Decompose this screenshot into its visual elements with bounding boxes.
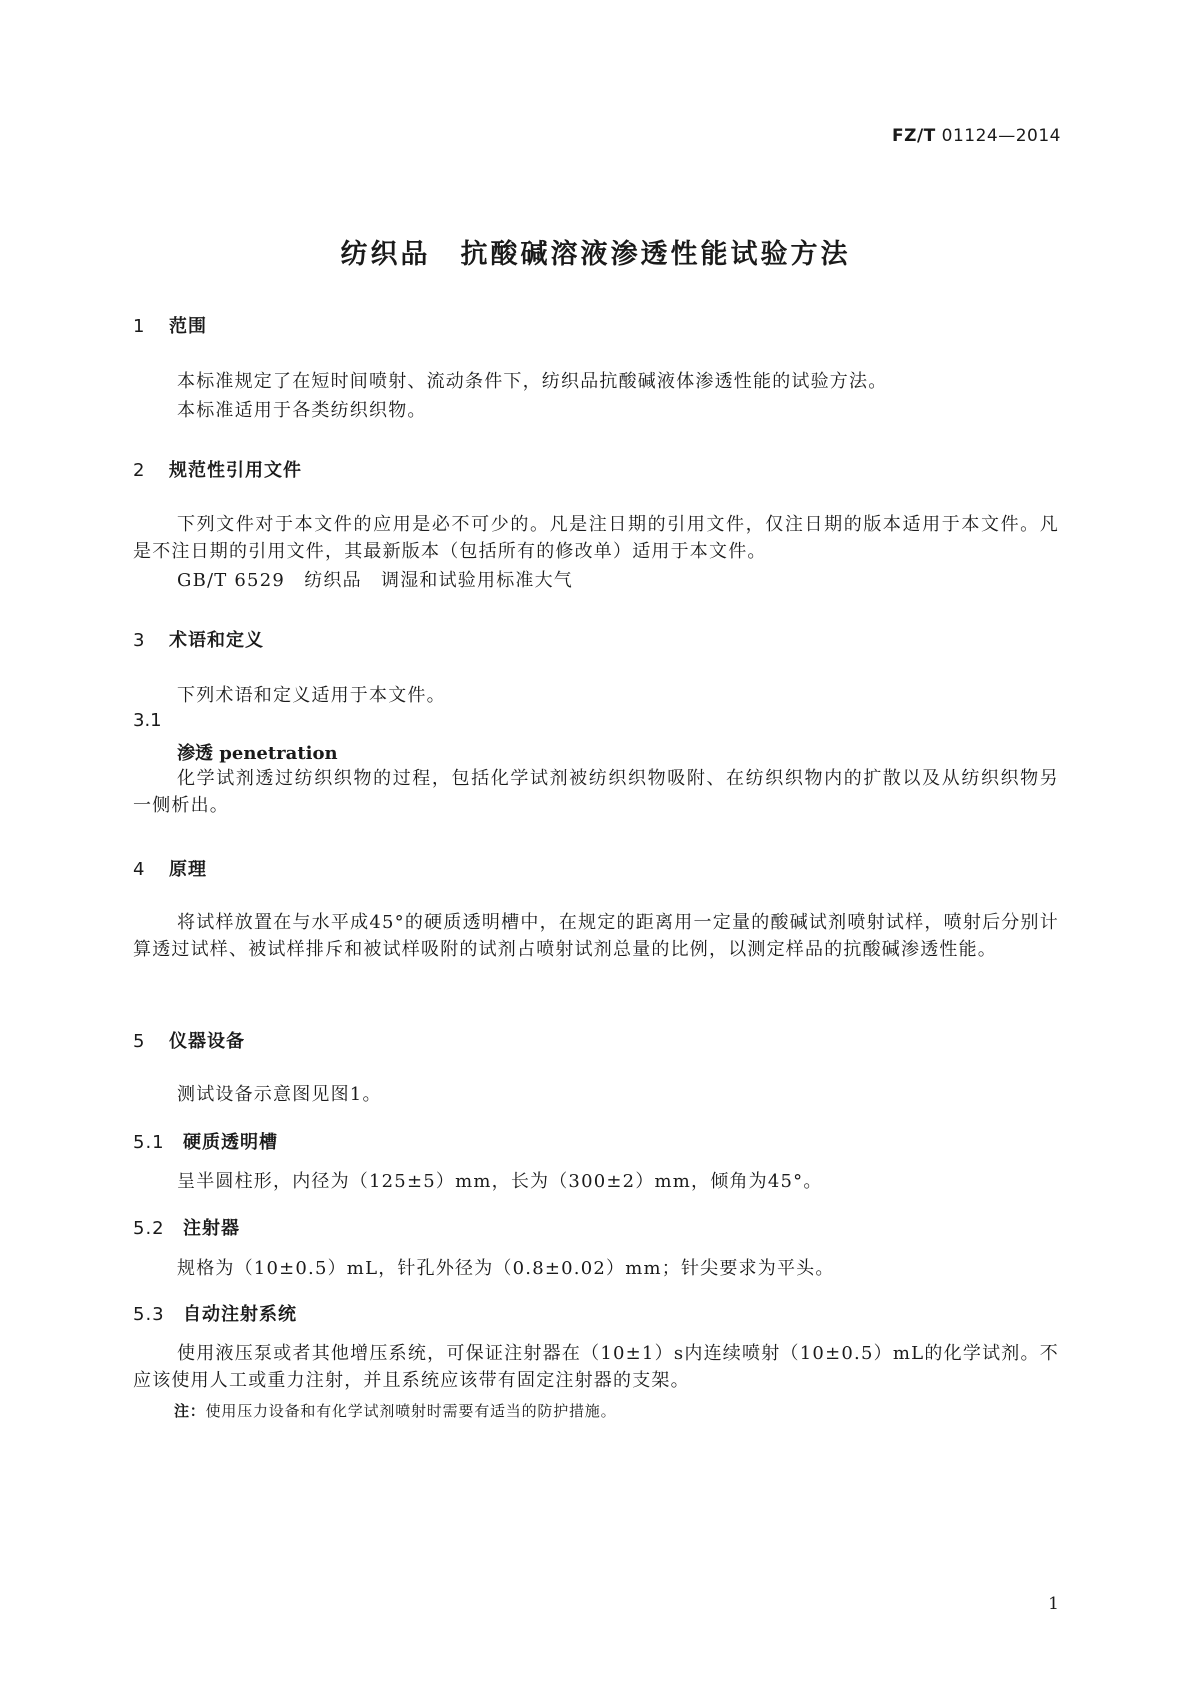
term-heading [177, 739, 338, 765]
subsection-title: 自动注射系统 [183, 1304, 297, 1325]
document-title: 纺织品 抗酸碱溶液渗透性能试验方法 [340, 239, 851, 270]
section-1-paragraph-2: 本标准适用于各类纺织织物。 [177, 400, 427, 421]
subsection-number: 5.3 [133, 1304, 165, 1325]
section-1-paragraph-1: 本标准规定了在短时间喷射、流动条件下，纺织品抗酸碱液体渗透性能的试验方法。 [177, 371, 888, 392]
section-title: 范围 [169, 316, 207, 337]
section-number: 4 [133, 859, 146, 880]
clause-3-1-number: 3.1 [133, 710, 162, 731]
standard-number: 01124—2014 [941, 126, 1061, 146]
section-title: 仪器设备 [169, 1031, 245, 1052]
note-text: 使用压力设备和有化学试剂喷射时需要有适当的防护措施。 [205, 1402, 617, 1420]
section-number: 2 [133, 460, 146, 481]
term-en: penetration [219, 743, 338, 764]
note-label: 注： [174, 1402, 206, 1420]
section-5-heading [133, 1027, 245, 1053]
subsection-5-1-paragraph: 呈半圆柱形，内径为（125±5）mm，长为（300±2）mm，倾角为45°。 [177, 1171, 823, 1192]
subsection-5-2-heading [133, 1214, 240, 1240]
page-number: 1 [1048, 1594, 1059, 1614]
subsection-title: 注射器 [183, 1218, 240, 1239]
section-1-heading [133, 312, 207, 338]
section-title: 规范性引用文件 [169, 460, 302, 481]
safety-note [174, 1400, 616, 1421]
section-5-paragraph-1: 测试设备示意图见图1。 [177, 1084, 382, 1105]
term-definition: 化学试剂透过纺织织物的过程，包括化学试剂被纺织织物吸附、在纺织织物内的扩散以及从纺织织物另一侧析出。 [133, 768, 1059, 816]
subsection-5-1-heading [133, 1128, 278, 1154]
section-3-paragraph-1: 下列术语和定义适用于本文件。 [177, 685, 446, 706]
subsection-5-3-paragraph: 使用液压泵或者其他增压系统，可保证注射器在（10±1）s内连续喷射（10±0.5）mL的化学试剂。不应该使用人工或重力注射，并且系统应该带有固定注射器的支架。 [133, 1343, 1059, 1391]
subsection-5-3-heading [133, 1300, 297, 1326]
subsection-number: 5.1 [133, 1132, 165, 1153]
subsection-title: 硬质透明槽 [183, 1132, 278, 1153]
section-number: 3 [133, 630, 146, 651]
section-2-heading [133, 456, 302, 482]
standard-prefix: FZ/T [892, 126, 936, 146]
term-zh: 渗透 [177, 743, 213, 764]
section-2-paragraph-1: 下列文件对于本文件的应用是必不可少的。凡是注日期的引用文件，仅注日期的版本适用于本文件。凡是不注日期的引用文件，其最新版本（包括所有的修改单）适用于本文件。 [133, 514, 1059, 562]
section-3-heading [133, 626, 264, 652]
subsection-5-2-paragraph: 规格为（10±0.5）mL，针孔外径为（0.8±0.02）mm；针尖要求为平头。 [177, 1258, 835, 1279]
section-number: 1 [133, 316, 146, 337]
section-title: 术语和定义 [169, 630, 264, 651]
standard-code [892, 126, 1061, 146]
section-4-paragraph-1: 将试样放置在与水平成45°的硬质透明槽中，在规定的距离用一定量的酸碱试剂喷射试样，喷射后分别计算透过试样、被试样排斥和被试样吸附的试剂占喷射试剂总量的比例，以测定样品的抗酸碱渗透性能。 [133, 912, 1059, 960]
section-title: 原理 [169, 859, 207, 880]
section-4-heading [133, 855, 207, 881]
subsection-number: 5.2 [133, 1218, 165, 1239]
normative-reference: GB/T 6529 纺织品 调湿和试验用标准大气 [177, 570, 574, 591]
section-number: 5 [133, 1031, 146, 1052]
